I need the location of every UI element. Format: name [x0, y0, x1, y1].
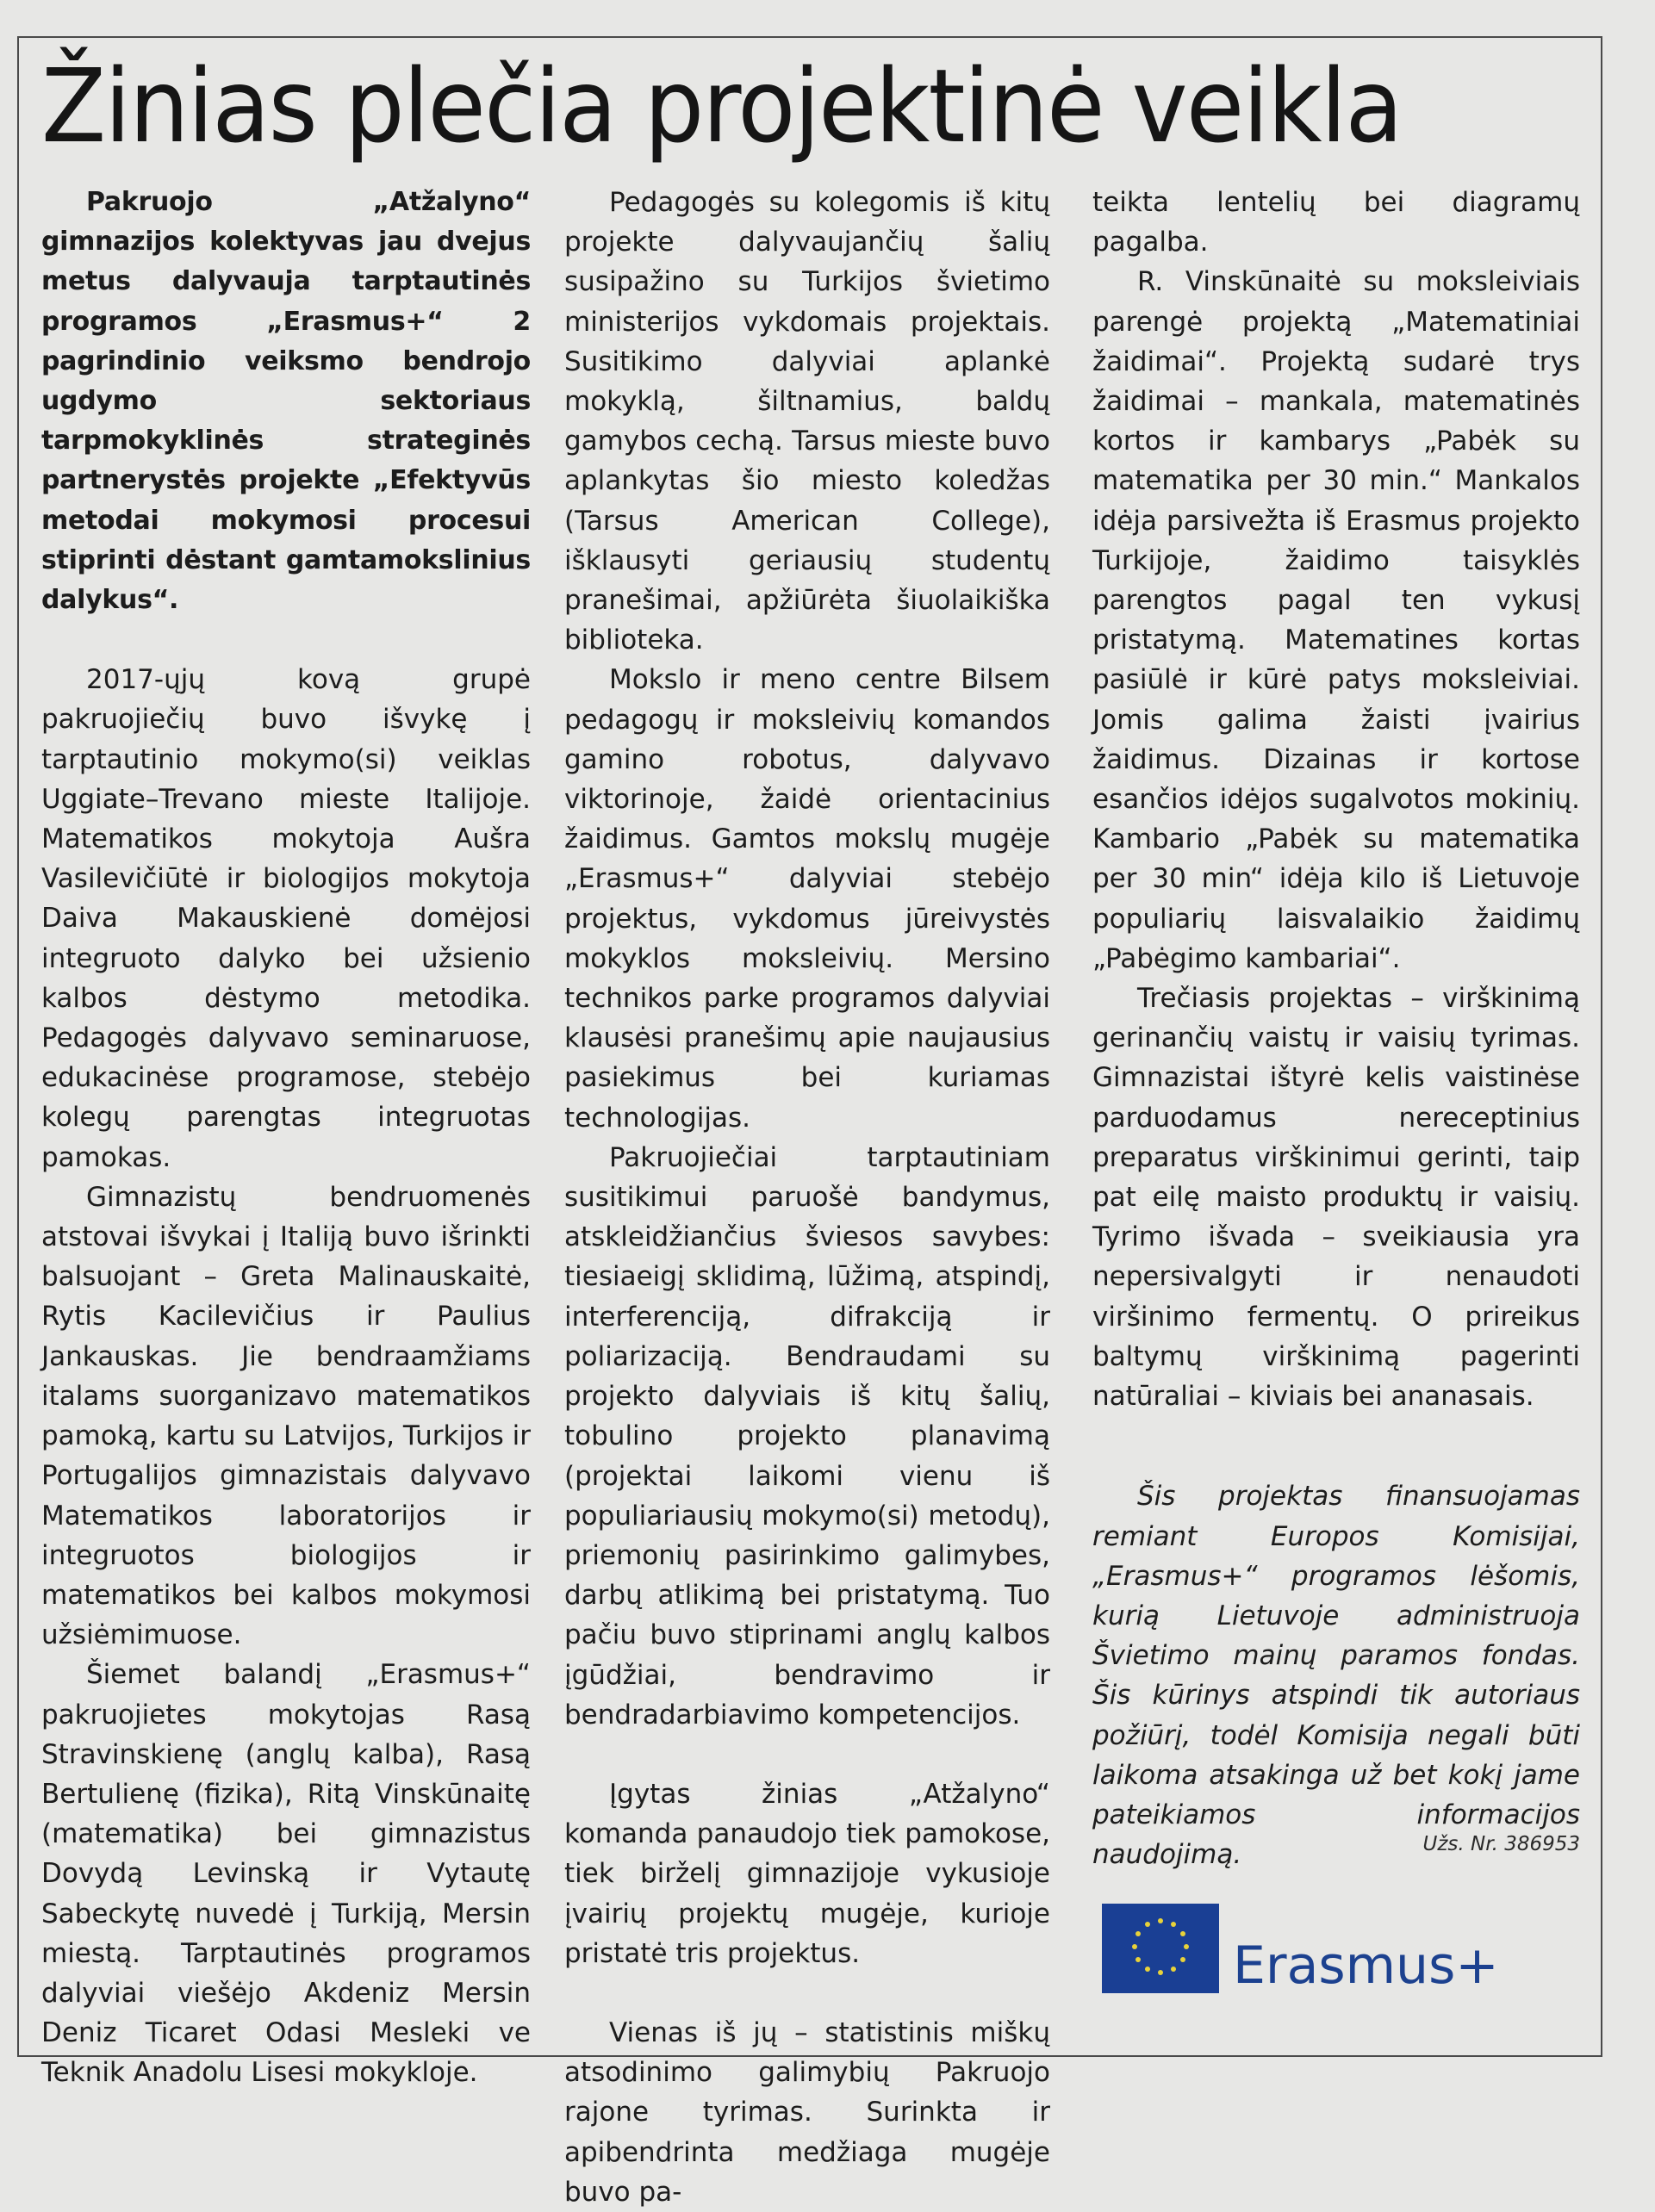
column-1 [41, 183, 531, 2093]
body-paragraph: 2017-ųjų kovą grupė pakruojiečių buvo išvykę į tarptautinio mokymo(si) veiklas Uggiate–Trevano mieste Italijoje. Matematikos mokytoja Aušra Vasilevičiūtė ir biologijos mokytoja Daiva Makauskienė domėjosi integruoto dalyko bei užsienio kalbos dėstymo metodika. Pedagogės dalyvavo seminaruose, edukacinėse programose, stebėjo kolegų parengtas integruotas pamokas. [41, 664, 531, 1173]
body-paragraph: Vienas iš jų – statistinis miškų atsodinimo galimybių Pakruojo rajone tyrimas. Surinkta ir apibendrinta medžiaga mugėje buvo pa- [564, 2016, 1050, 2208]
body-paragraph-continued: teikta lentelių bei diagramų pagalba. [1092, 187, 1580, 258]
article-headline: Žinias plečia projektinė veikla [41, 47, 1402, 165]
order-number: Užs. Nr. 386953 [1422, 1833, 1580, 1855]
body-paragraph: R. Vinskūnaitė su moksleiviais parengė projektą „Matematiniai žaidimai“. Projektą sudarė trys žaidimai – mankala, matematinės kortos ir kambarys „Pabėk su matematika per 30 min.“ Mankalos idėja parsivežta iš Erasmus projekto Turkijoje, žaidimo taisyklės parengtos pagal ten vykusį pristatymą. Matematines kortas pasiūlė ir kūrė patys moksleiviai. Jomis galima žaisti įvairius žaidimus. Dizainas ir kortose esančios idėjos sugalvotos mokinių. Kambario „Pabėk su matematika per 30 min“ idėja kilo iš Lietuvoje populiarių laisvalaikio žaidimų „Pabėgimo kambariai“. [1092, 266, 1580, 974]
erasmus-plus-wordmark: Erasmus+ [1233, 1936, 1499, 1996]
funding-disclaimer: Šis projektas finansuojamas remiant Europos Komisijai, „Erasmus+“ programos lėšomis, kurią Lietuvoje administruoja Švietimo mainų paramos fondas. Šis kūrinys atspindi tik autoriaus požiūrį, todėl Komisija negali būti laikoma atsakinga už bet kokį jame pateikiamos informacijos naudojimą. [1092, 1481, 1580, 1871]
body-paragraph: Įgytas žinias „Atžalyno“ komanda panaudojo tiek pamokose, tiek birželį gimnazijoje vykusioje įvairių projektų mugėje, kurioje pristatė tris projektus. [564, 1778, 1050, 1969]
body-paragraph: Šiemet balandį „Erasmus+“ pakruojietes mokytojas Rasą Stravinskienę (anglų kalba), Rasą Bertulienę (fizika), Ritą Vinskūnaitę (matematika) bei gimnazistus Dovydą Levinską ir Vytautę Sabeckytę nuvedė į Turkiją, Mersin miestą. Tarptautinės programos dalyviai viešėjo Akdeniz Mersin Deniz Ticaret Odasi Mesleki ve Teknik Anadolu Lisesi mokykloje. [41, 1659, 531, 2089]
column-3 [1092, 183, 1580, 1874]
lead-paragraph: Pakruojo „Atžalyno“ gimnazijos kolektyvas jau dvejus metus dalyvauja tarptautinės programos „Erasmus+“ 2 pagrindinio veiksmo bendrojo ugdymo sektoriaus tarpmokyklinės strateginės partnerystės projekte „Efektyvūs metodai mokymosi procesui stiprinti dėstant gamtamokslinius dalykus“. [41, 187, 531, 616]
body-paragraph: Pakruojiečiai tarptautiniam susitikimui paruošė bandymus, atskleidžiančius šviesos savybes: tiesiaeigį sklidimą, lūžimą, atspindį, interferenciją, difrakciją ir poliarizaciją. Bendraudami su projekto dalyviais iš kitų šalių, tobulino projekto planavimą (projektai laikomi vienu iš populiariausių mokymo(si) metodų), priemonių pasirinkimo galimybes, darbų atlikimą bei pristatymą. Tuo pačiu buvo stiprinami anglų kalbos įgūdžiai, bendravimo ir bendradarbiavimo kompetencijos. [564, 1141, 1050, 1730]
body-paragraph: Mokslo ir meno centre Bilsem pedagogų ir moksleivių komandos gamino robotus, dalyvavo viktorinoje, žaidė orientacinius žaidimus. Gamtos mokslų mugėje „Erasmus+“ dalyviai stebėjo projektus, vykdomus jūreivystės mokyklos moksleivių. Mersino technikos parke programos dalyviai klausėsi pranešimų apie naujausius pasiekimus bei kuriamas technologijas. [564, 664, 1050, 1134]
body-paragraph: Pedagogės su kolegomis iš kitų projekte dalyvaujančių šalių susipažino su Turkijos švietimo ministerijos vykdomais projektais. Susitikimo dalyviai aplankė mokyklą, šiltnamius, baldų gamybos cechą. Tarsus mieste buvo aplankytas šio miesto koledžas (Tarsus American College), išklausyti geriausių studentų pranešimai, apžiūrėta šiuolaikiška biblioteka. [564, 187, 1050, 656]
column-2 [564, 183, 1050, 2212]
body-paragraph: Trečiasis projektas – virškinimą gerinančių vaistų ir vaisių tyrimas. Gimnazistai ištyrė kelis vaistinėse parduodamus nereceptinius preparatus virškinimui gerinti, taip pat eilę maisto produktų ir vaisių. Tyrimo išvada – sveikiausia yra nepersivalgyti ir nenaudoti viršinimo fermentų. O prireikus baltymų virškinimą pagerinti natūraliai – kiviais bei ananasais. [1092, 983, 1580, 1413]
erasmus-plus-logo [1102, 1904, 1499, 1996]
body-paragraph: Gimnazistų bendruomenės atstovai išvykai į Italiją buvo išrinkti balsuojant – Greta Malinauskaitė, Rytis Kacilevičius ir Paulius Jankauskas. Jie bendraamžiams italams suorganizavo matematikos pamoką, kartu su Latvijos, Turkijos ir Portugalijos gimnazistais dalyvavo Matematikos laboratorijos ir integruotos biologijos ir matematikos bei kalbos mokymosi užsiėmimuose. [41, 1181, 531, 1651]
eu-flag-icon [1102, 1904, 1219, 1993]
